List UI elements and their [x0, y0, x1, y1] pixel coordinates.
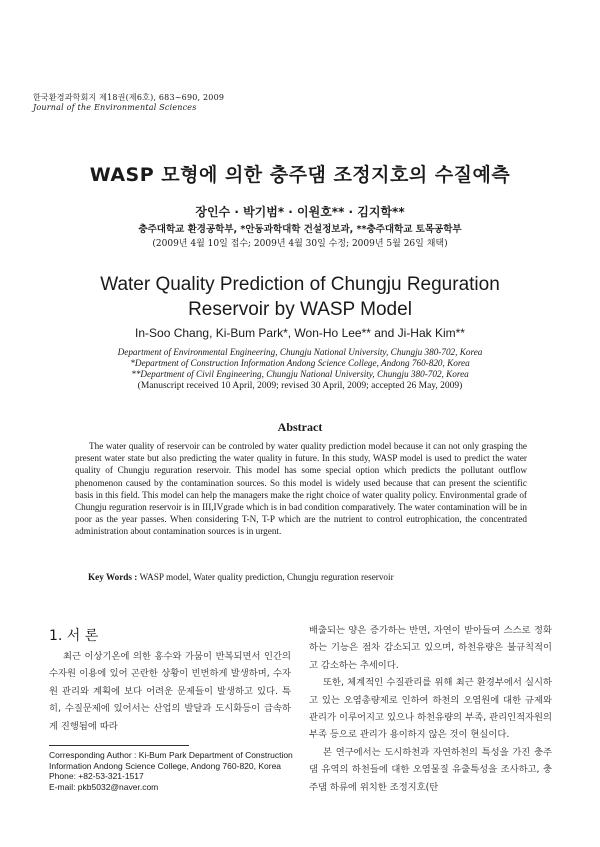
abstract-heading: Abstract — [277, 420, 323, 434]
abstract-text: The water quality of reservoir can be controled by water quality prediction model because it can not only grasping the present water state but also predicting the water quality in future. In this study, WASP model is used to predict the water quality of Chungju reguration reservoir. This model has some special option which predicts the pollutant outflow phenomenon caused by the contamination sources. So this model is widely used because that can present the scientific basis in this field. This model can help the managers make the right choice of water quality policy. Environmental grade of Chungju reguration reservoir is in III,IVgrade which is in bad condition comparatively. The water contamination will be in poor as the year passes. When considering T-N, T-P which are the nutrient to control eutrophication, the concentrated administration about contamination sources is in urgent. — [75, 441, 527, 537]
corresponding-email: E-mail: pkb5032@naver.com — [49, 781, 159, 792]
right-paragraph-1: 배출되는 양은 증가하는 반면, 자연이 받아들여 스스로 정화하는 기능은 점차 감소되고 있으며, 하천유량은 불규칙적이고 감소하는 추세이다. — [309, 625, 552, 671]
corresponding-author: Corresponding Author : Ki-Bum Park Department of Construction Information Andong Science College, Andong 760-820, Korea — [49, 750, 293, 771]
left-column — [49, 648, 291, 735]
journal-citation: 한국환경과학회지 제18권(제6호), 683~690, 2009 — [33, 93, 225, 102]
journal-name: Journal of the Environmental Sciences — [33, 103, 197, 112]
keywords-label: Key Words : — [88, 572, 138, 582]
english-affiliation-1: Department of Environmental Engineering, Chungju National University, Chungju 380-702, Korea — [117, 347, 483, 357]
corresponding-author-footnote — [49, 750, 297, 792]
corresponding-phone: Phone: +82-53-321-1517 — [49, 771, 144, 781]
abstract-body — [75, 440, 527, 538]
right-paragraph-2: 또한, 체계적인 수질관리를 위해 최근 환경부에서 실시하고 있는 오염총량제로 인하여 하천의 오염원에 대한 규제와 관리가 이루어지고 있으나 하천유량의 부족, 관리인적자원의 부족 등으로 관리가 용이하지 않은 것이 현실이다. — [309, 677, 552, 741]
korean-authors: 장인수 · 박기범* · 이원호** · 김지학** — [195, 205, 405, 219]
korean-title: WASP 모형에 의한 충주댐 조정지호의 수질예측 — [89, 164, 511, 186]
left-paragraph: 최근 이상기온에 의한 홍수와 가뭄이 반복되면서 인간의 수자원 이용에 있어 곤란한 상황이 빈번하게 발생하며, 수자원 관리와 계획에 보다 어려운 문제들이 발생하고 있다. 특히, 수질문제에 있어서는 산업의 발달과 도시화등이 급속하게 진행됨에 따라 — [49, 651, 291, 732]
english-title-line2: Reservoir by WASP Model — [188, 299, 412, 320]
keywords — [88, 572, 548, 582]
english-affiliation-3: **Department of Civil Engineering, Chungju National University, Chungju 380-702, Korea — [131, 369, 469, 379]
english-authors: In-Soo Chang, Ki-Bum Park*, Won-Ho Lee** and Ji-Hak Kim** — [135, 326, 465, 340]
section-heading: 1. 서 론 — [49, 628, 99, 644]
english-affiliation-2: *Department of Construction Information Andong Science College, Andong 760-820, Korea — [130, 358, 470, 368]
right-paragraph-3: 본 연구에서는 도시하천과 자연하천의 특성을 가진 충주댐 유역의 하천들에 대한 오염물질 유출특성을 조사하고, 충주댐 하류에 위치한 조정지호(탄 — [309, 746, 552, 793]
footnote-rule — [49, 745, 189, 746]
english-title-line1: Water Quality Prediction of Chungju Reguration — [100, 274, 500, 295]
english-dates: (Manuscript received 10 April, 2009; revised 30 April, 2009; accepted 26 May, 2009) — [137, 381, 463, 391]
english-title — [0, 272, 600, 322]
korean-affiliations: 충주대학교 환경공학부, *안동과학대학 건설정보과, **충주대학교 토목공학부 — [138, 224, 462, 235]
keywords-text: WASP model, Water quality prediction, Chungju reguration reservoir — [139, 572, 394, 582]
korean-dates: (2009년 4월 10일 접수; 2009년 4월 30일 수정; 2009년 5월 26일 채택) — [152, 239, 448, 249]
right-column — [309, 622, 552, 796]
